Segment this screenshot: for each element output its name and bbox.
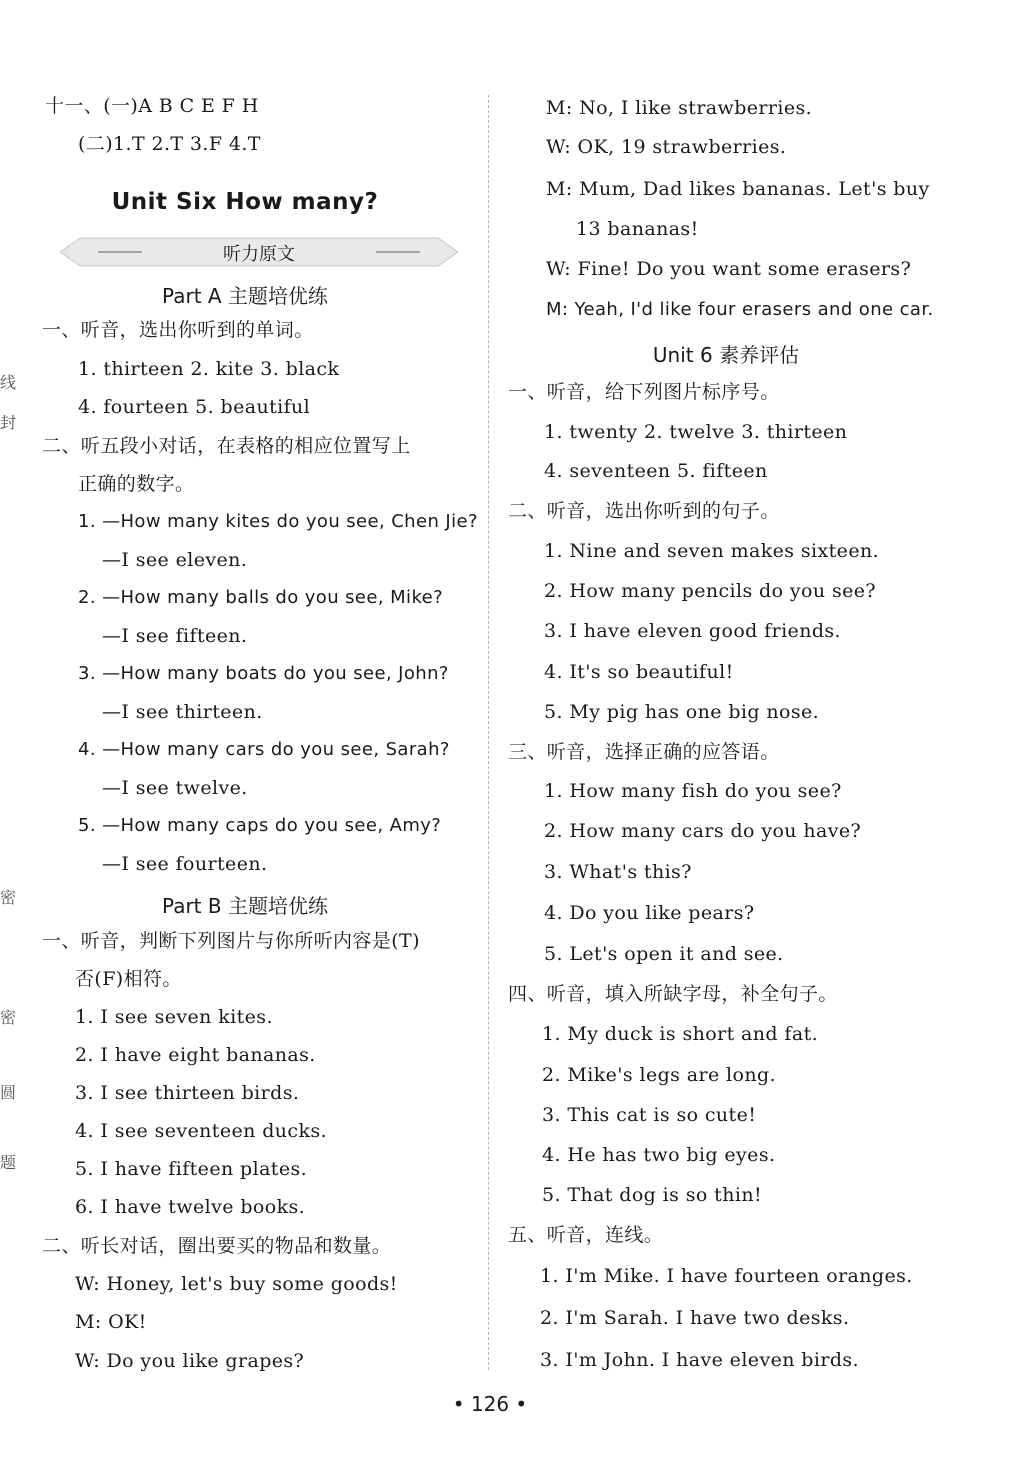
sentence-line: 1. My duck is short and fat.	[542, 1023, 819, 1045]
sentence-line: 5. That dog is so thin!	[542, 1184, 762, 1206]
dialog-line: 2. —How many balls do you see, Mike?	[78, 587, 444, 608]
answer-line: 6. I have twelve books.	[75, 1196, 306, 1218]
section-title: 二、听音，选出你听到的句子。	[508, 500, 780, 522]
binding-margin-mark: 密	[0, 1008, 17, 1027]
sentence-line: 3. I'm John. I have eleven birds.	[540, 1349, 859, 1371]
answer-line: 1. I see seven kites.	[75, 1006, 273, 1028]
section-title: 一、听音，给下列图片标序号。	[508, 381, 780, 403]
dialog-line: 5. —How many caps do you see, Amy?	[78, 815, 442, 836]
dialog-line: 13 bananas!	[576, 218, 699, 240]
sentence-line: 4. Do you like pears?	[544, 902, 755, 924]
binding-margin-mark: 封	[0, 413, 17, 432]
sentence-line: 1. Nine and seven makes sixteen.	[544, 540, 880, 562]
dialog-line: —I see fifteen.	[102, 625, 248, 647]
section-title: 五、听音，连线。	[508, 1224, 664, 1246]
dialog-line: —I see fourteen.	[102, 853, 268, 875]
sentence-line: 2. How many pencils do you see?	[544, 580, 876, 602]
binding-margin-mark: 线	[0, 373, 17, 392]
section-title: 三、听音，选择正确的应答语。	[508, 741, 780, 763]
banner-title: 听力原文	[223, 244, 295, 265]
dialog-line: —I see eleven.	[102, 549, 248, 571]
dialog-line: 4. —How many cars do you see, Sarah?	[78, 739, 450, 760]
dialog-line: M: No, I like strawberries.	[546, 97, 813, 119]
binding-margin-mark: 圆	[0, 1083, 17, 1102]
sentence-line: 1. I'm Mike. I have fourteen oranges.	[540, 1265, 913, 1287]
dialog-line: —I see thirteen.	[102, 701, 263, 723]
column-divider	[488, 95, 489, 1370]
sentence-line: 4. It's so beautiful!	[544, 661, 734, 683]
unit-title: Unit Six How many?	[111, 189, 379, 215]
section-title: 二、听五段小对话，在表格的相应位置写上	[42, 435, 411, 457]
sentence-line: 2. I'm Sarah. I have two desks.	[540, 1307, 850, 1329]
sentence-line: 4. He has two big eyes.	[542, 1144, 776, 1166]
sentence-line: 2. How many cars do you have?	[544, 820, 862, 842]
dialog-line: W: Fine! Do you want some erasers?	[546, 258, 912, 280]
answer-line: 5. I have fifteen plates.	[75, 1158, 308, 1180]
answer-line: 2. I have eight bananas.	[75, 1044, 316, 1066]
answer-line: 1. thirteen 2. kite 3. black	[78, 358, 340, 380]
dialog-line: 1. —How many kites do you see, Chen Jie?	[78, 511, 478, 532]
sentence-line: 1. How many fish do you see?	[544, 780, 842, 802]
dialog-line: W: OK, 19 strawberries.	[546, 136, 787, 158]
sentence-line: 5. My pig has one big nose.	[544, 701, 820, 723]
dialog-line: 3. —How many boats do you see, John?	[78, 663, 449, 684]
binding-margin-mark: 密	[0, 888, 17, 907]
section-banner	[60, 236, 458, 268]
previous-answer-line: 十一、(一)A B C E F H	[45, 95, 259, 117]
section-title-continued: 否(F)相符。	[75, 968, 182, 990]
section-title: 四、听音，填入所缺字母，补全句子。	[508, 983, 838, 1005]
section-title-continued: 正确的数字。	[78, 473, 195, 495]
answer-line: 4. I see seventeen ducks.	[75, 1120, 327, 1142]
section-title: 一、听音，选出你听到的单词。	[42, 319, 314, 341]
unit6-heading: Unit 6 素养评估	[652, 343, 800, 367]
section-title: 二、听长对话，圈出要买的物品和数量。	[42, 1235, 392, 1257]
page-number: • 126 •	[452, 1392, 528, 1416]
sentence-line: 3. What's this?	[544, 861, 692, 883]
dialog-line: M: Mum, Dad likes bananas. Let's buy	[546, 178, 930, 200]
sentence-line: 3. This cat is so cute!	[542, 1104, 757, 1126]
section-title: 一、听音，判断下列图片与你所听内容是(T)	[42, 930, 420, 952]
part-a-heading: Part A 主题培优练	[162, 284, 328, 308]
sentence-line: 3. I have eleven good friends.	[544, 620, 841, 642]
answer-line: 1. twenty 2. twelve 3. thirteen	[544, 421, 848, 443]
dialog-line: W: Do you like grapes?	[75, 1350, 305, 1372]
part-b-heading: Part B 主题培优练	[162, 894, 328, 918]
dialog-line: M: Yeah, I'd like four erasers and one car.	[546, 299, 934, 320]
dialog-line: M: OK!	[75, 1311, 147, 1333]
dialog-line: —I see twelve.	[102, 777, 248, 799]
answer-line: 4. seventeen 5. fifteen	[544, 460, 768, 482]
sentence-line: 2. Mike's legs are long.	[542, 1064, 776, 1086]
dialog-line: W: Honey, let's buy some goods!	[75, 1273, 398, 1295]
sentence-line: 5. Let's open it and see.	[544, 943, 784, 965]
answer-line: 3. I see thirteen birds.	[75, 1082, 300, 1104]
previous-answer-line: (二)1.T 2.T 3.F 4.T	[78, 133, 261, 155]
answer-line: 4. fourteen 5. beautiful	[78, 396, 311, 418]
binding-margin-mark: 题	[0, 1153, 17, 1172]
